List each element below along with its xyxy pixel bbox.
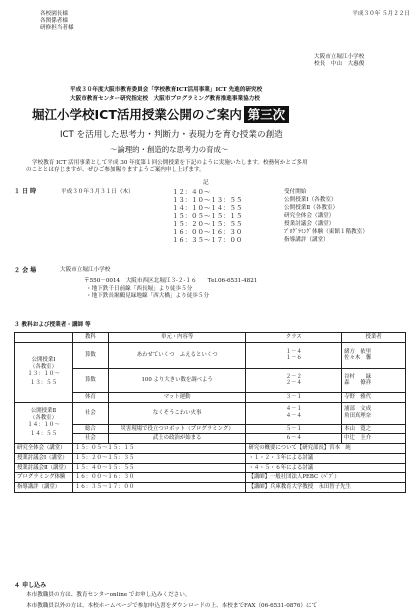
section-heading: １ 日 時 xyxy=(14,188,37,195)
bottom-time-cell: １６：３５〜１７：００ xyxy=(72,483,245,493)
table-row xyxy=(15,392,406,402)
schedule-time: １３：１０〜１３：５５ xyxy=(172,196,243,204)
schedule-event: 指導講評（講堂） xyxy=(284,236,329,243)
schedule-event: 受付開始 xyxy=(284,188,307,195)
subject-cell: 社会 xyxy=(72,434,108,444)
schedule-row xyxy=(172,212,368,220)
class-cell xyxy=(246,402,342,424)
ki-label: 記 xyxy=(203,180,209,186)
teacher-cell xyxy=(342,402,406,424)
sender xyxy=(314,54,364,68)
recipient-line: 各関係者様 xyxy=(40,17,68,24)
class-cell: ３－１ xyxy=(246,392,342,402)
table-row xyxy=(15,424,406,434)
class-value: １－４ xyxy=(285,348,302,355)
bottom-label-cell: 研究全体会（講堂） xyxy=(15,444,73,454)
section-heading: ３ 教科および授業者・講師 等 xyxy=(14,322,91,328)
bottom-label-cell: 授業討議会Ⅰ（講堂） xyxy=(15,453,73,463)
teacher-cell: 寺野 雅代 xyxy=(342,392,406,402)
bottom-label-cell: プログラミング体験 xyxy=(15,473,73,483)
bottom-note-cell: ・４・５・６年による討議 xyxy=(246,463,406,473)
bottom-time-cell: １５：４０〜１５：５５ xyxy=(72,463,245,473)
content-cell: マット運動 xyxy=(108,392,246,402)
teacher-cell xyxy=(342,368,406,392)
recipients xyxy=(40,11,74,32)
table-row xyxy=(15,463,406,473)
table-row xyxy=(15,453,406,463)
document-date: 平成３０年 ５月２２日 xyxy=(352,11,410,17)
affiliation-line: 平成３０年度大阪市教育委員会「学校教育ICT活用事業」ICT 先進的研究校 xyxy=(70,87,263,93)
table-row xyxy=(15,368,406,392)
teacher-value: 森 僚祥 xyxy=(344,380,372,387)
schedule-time: １６：００〜１６：３０ xyxy=(172,228,243,236)
schedule-event: 公開授業Ⅰ（各教室） xyxy=(284,196,337,203)
venue-access: ・地下鉄千日前線「西長堀」より徒歩５分 xyxy=(86,285,193,292)
class-value: ２－２ xyxy=(285,373,302,380)
class-cell: ５－１ xyxy=(246,424,342,434)
session-time: １４：１０〜 xyxy=(27,421,60,428)
affiliation-line: 大阪市教育センター研究指定校 大阪市プログラミング教育推進事業協力校 xyxy=(70,96,260,102)
content-cell: なくそうこわい火事 xyxy=(108,402,246,424)
sender-principal: 校長 中山 大惠俊 xyxy=(314,60,365,67)
table-header-cell: 教科 xyxy=(72,333,108,343)
schedule-time: １２：４０〜 xyxy=(172,188,211,196)
page-title xyxy=(32,107,289,123)
bottom-note-cell: 研究の概要について【研究部長】宮本 純 xyxy=(246,444,406,454)
subtitle-main: ICT を活用した思考力・判断力・表現力を育む授業の創造 xyxy=(60,130,283,140)
table-row xyxy=(15,342,406,368)
bottom-label-cell: 授業討議会Ⅱ（講堂） xyxy=(15,463,73,473)
intro-line: のこととは存じますが、ぜひご参加賜りますようご案内申し上げます。 xyxy=(26,166,205,173)
table-header-cell: クラス xyxy=(246,333,342,343)
schedule-event: 授業討議会（講堂） xyxy=(284,220,335,227)
intro-paragraph xyxy=(26,160,400,174)
schedule-row xyxy=(172,204,368,212)
table-row xyxy=(15,483,406,493)
venue-name: 大阪市立堀江小学校 xyxy=(60,267,111,273)
session-sub: （各教室） xyxy=(30,363,57,370)
subject-cell: 社会 xyxy=(72,402,108,424)
class-value: １－６ xyxy=(285,355,302,362)
application-line: 本市教職員の方は、教育センターonline でお申し込みください。 xyxy=(26,592,191,598)
venue-access: ・地下鉄長堀鶴見緑地線「西大橋」より徒歩５分 xyxy=(86,292,210,299)
table-row xyxy=(15,473,406,483)
schedule-time: １４：１０〜１４：５５ xyxy=(172,204,243,212)
teacher-cell xyxy=(342,342,406,368)
session-label: 公開授業Ⅰ xyxy=(31,357,56,364)
class-value: ２－４ xyxy=(285,380,302,387)
class-cell xyxy=(246,342,342,368)
class-cell: ６－４ xyxy=(246,434,342,444)
subtitle-sub: 〜論理的・創造的な思考力の育成〜 xyxy=(110,145,229,154)
bottom-note-cell: 【講師】一般社団法人PEBC（ﾍﾟﾌﾞ） xyxy=(246,473,406,483)
teacher-value: 佐々木 馨 xyxy=(344,355,372,362)
bottom-time-cell: １５：２０〜１５：３５ xyxy=(72,453,245,463)
subject-cell: 算数 xyxy=(72,368,108,392)
content-cell: あわせていくつ ふえるといくつ xyxy=(108,342,246,368)
recipient-line: 研修担当者様 xyxy=(40,24,74,31)
teacher-value: 緒方 依里 xyxy=(344,348,372,355)
schedule-time: １５：０５〜１５：１５ xyxy=(172,212,243,220)
bottom-note-cell: 【講師】兵庫教育大学教授 永田智子先生 xyxy=(246,483,406,493)
venue-address: 〒550－0014 大阪市西区北堀江３-２-１６ Tel.06-6531-4821 xyxy=(84,277,258,284)
title-badge: 第三次 xyxy=(244,106,290,123)
schedule-event: 公開授業Ⅱ（各教室） xyxy=(284,204,339,211)
bottom-note-cell: ・１・２・３年による討議 xyxy=(246,453,406,463)
session-time: １４：５５ xyxy=(30,430,57,437)
teacher-value: 浦部 文成 xyxy=(344,406,372,413)
intro-line: 学校教育 ICT 活用事業として平成 30 年度第１回公開授業を下記のように実施いたします。校務何かとご多用 xyxy=(32,160,308,166)
subject-cell: 総合 xyxy=(72,424,108,434)
bottom-time-cell: １６：００〜１６：３０ xyxy=(72,473,245,483)
table-row xyxy=(15,402,406,424)
table-row xyxy=(15,434,406,444)
class-cell xyxy=(246,368,342,392)
table-header-cell: 授業者 xyxy=(342,333,406,343)
table-row xyxy=(15,444,406,454)
schedule-time: １６：３５〜１７：００ xyxy=(172,236,243,244)
content-cell: 武士の政治が始まる xyxy=(108,434,246,444)
table-header-cell xyxy=(15,333,73,343)
section-heading: ４ 申し込み xyxy=(14,582,47,589)
application-line: 本市教職員以外の方は、本校ホームページで参加申込書をダウンロードの上、本校までFAX（06-6531-0876）にて xyxy=(26,603,318,609)
schedule-event: 研究全体会（講堂） xyxy=(284,212,335,219)
event-date: 平成３０年３月３１日（木） xyxy=(61,189,134,195)
table-header-cell: 単元・内容等 xyxy=(108,333,246,343)
teacher-cell: 中辻 圭介 xyxy=(342,434,406,444)
lesson-table xyxy=(14,332,406,493)
session-sub: （各教室） xyxy=(30,415,57,421)
session-time: １３：５５ xyxy=(30,380,57,387)
teacher-cell: 本山 寛之 xyxy=(342,424,406,434)
schedule-time: １５：２０〜１５：５５ xyxy=(172,220,243,228)
schedule-row xyxy=(172,220,368,228)
subject-cell: 算数 xyxy=(72,342,108,368)
session-label-cell xyxy=(15,342,73,402)
schedule-event: ﾌﾟﾛｸﾞﾗﾐﾝｸﾞ体験（東館１階教室） xyxy=(284,228,368,235)
schedule-row xyxy=(172,196,368,204)
class-value: ４－１ xyxy=(285,406,302,413)
recipient-line: 各校園長様 xyxy=(40,11,68,17)
teacher-value: 角田真理奈 xyxy=(344,413,372,419)
schedule-row xyxy=(172,188,368,196)
schedule-row xyxy=(172,236,368,244)
class-value: ４－４ xyxy=(285,413,302,419)
sender-school: 大阪市立堀江小学校 xyxy=(314,54,365,60)
session-time: １３：１０〜 xyxy=(27,370,60,377)
session-label-cell xyxy=(15,402,73,444)
session-label: 公開授業Ⅱ xyxy=(30,408,57,415)
schedule-list xyxy=(172,188,368,244)
venue-block xyxy=(60,267,257,300)
bottom-time-cell: １５：０５〜１５：１５ xyxy=(72,444,245,454)
content-cell: 100 より大きい数を調べよう xyxy=(108,368,246,392)
table-header-row xyxy=(15,333,406,343)
bottom-label-cell: 指導講評（講堂） xyxy=(15,483,73,493)
schedule-row xyxy=(172,228,368,236)
subject-cell: 体育 xyxy=(72,392,108,402)
teacher-value: 谷村 緑 xyxy=(344,373,372,380)
title-main: 堀江小学校ICT活用授業公開のご案内 xyxy=(32,107,242,122)
content-cell: 災害現場で役立つロボット（プログラミング） xyxy=(108,424,246,434)
section-heading: ２ 会 場 xyxy=(14,267,37,274)
